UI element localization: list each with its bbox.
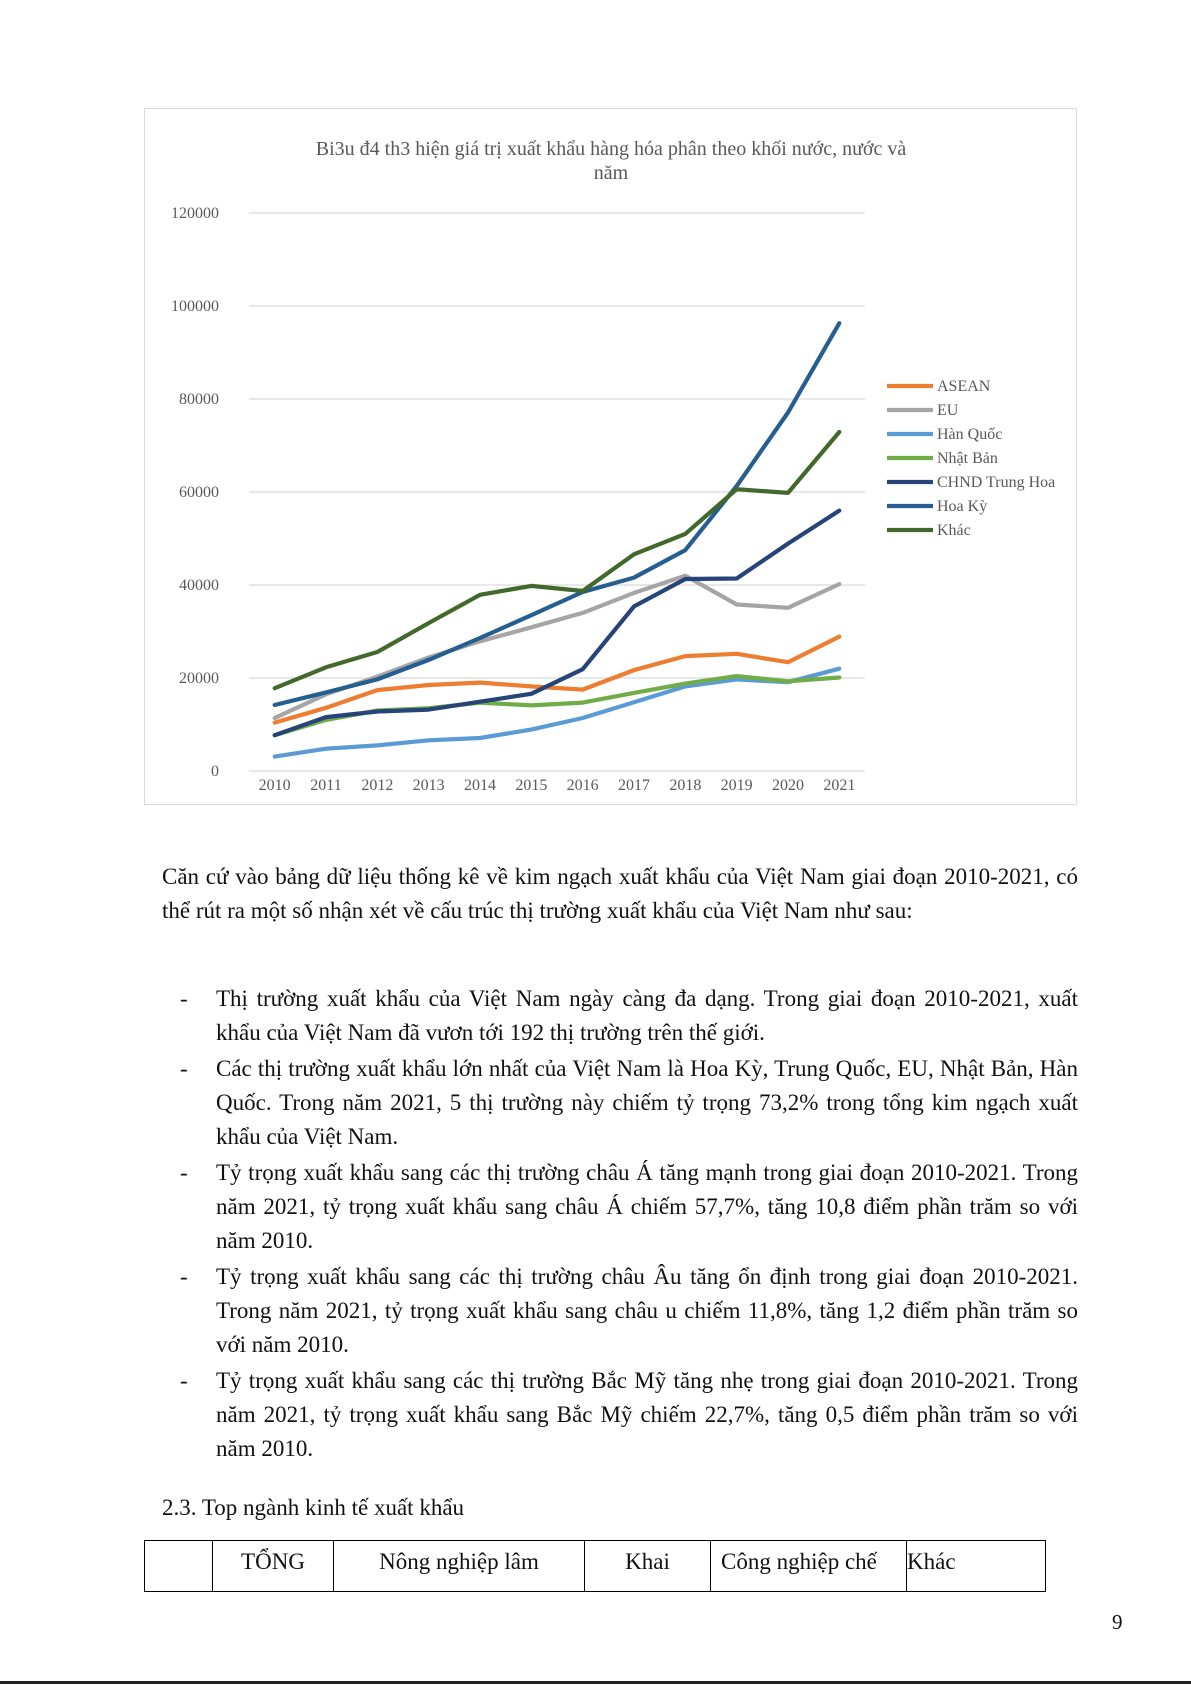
x-tick-label: 2016 (566, 777, 599, 794)
x-tick-label: 2017 (618, 777, 650, 794)
legend-label: EU (937, 402, 959, 419)
bullet-dash: - (180, 986, 188, 1011)
list-item-text: Thị trường xuất khẩu của Việt Nam ngày càng đa dạng. Trong giai đoạn 2010-2021, xuất khẩu của Việt Nam đã vươn tới 192 thị trường trên thế giới. (216, 986, 1078, 1045)
table-header-cell: Khai (585, 1541, 711, 1592)
bullet-dash: - (180, 1368, 188, 1393)
series-line-chnd-trung-hoa (275, 511, 840, 736)
y-tick-label: 40000 (179, 577, 219, 594)
line-chart (145, 109, 1078, 806)
chart-title-line-2: năm (593, 162, 629, 184)
series-lines (275, 323, 840, 756)
chart-container (144, 108, 1077, 805)
list-item (162, 982, 1078, 1050)
intro-paragraph: Căn cứ vào bảng dữ liệu thống kê về kim ngạch xuất khẩu của Việt Nam giai đoạn 2010-2021, có thể rút ra một số nhận xét về cấu trúc thị trường xuất khẩu của Việt Nam như sau: (162, 864, 1078, 923)
table-header-cell: Khác (907, 1541, 1046, 1592)
legend-label: Nhật Bản (937, 450, 998, 467)
table-header-cell: TỔNG (213, 1541, 334, 1592)
bullet-dash: - (180, 1160, 188, 1185)
x-tick-label: 2021 (823, 777, 856, 794)
list-item (162, 1052, 1078, 1154)
series-line-khác (275, 432, 840, 688)
bullet-dash: - (180, 1264, 188, 1289)
legend-label: Hoa Kỳ (937, 498, 988, 515)
y-tick-label: 120000 (171, 205, 219, 222)
y-tick-label: 20000 (179, 670, 219, 687)
list-item-text: Các thị trường xuất khẩu lớn nhất của Việt Nam là Hoa Kỳ, Trung Quốc, EU, Nhật Bản, Hàn Quốc. Trong năm 2021, 5 thị trường này chiếm tỷ trọng 73,2% trong tổng kim ngạch xuất khẩu của Việt Nam. (216, 1056, 1078, 1149)
legend-label: Hàn Quốc (937, 426, 1003, 443)
sector-table (144, 1540, 1046, 1592)
table-header-cell: Nông nghiệp lâm (334, 1541, 585, 1592)
y-tick-label: 60000 (179, 484, 219, 501)
page-number: 9 (1112, 1610, 1123, 1634)
x-tick-label: 2019 (720, 777, 753, 794)
table-header-cell: Công nghiệp chế (711, 1541, 907, 1592)
table-header-row (145, 1541, 1046, 1592)
series-line-hoa-kỳ (275, 323, 840, 705)
chart-title-line-1: Bi3u đ4 th3 hiện giá trị xuất khẩu hàng hóa phân theo khối nước, nước và (315, 138, 907, 160)
table-header-cell (145, 1541, 213, 1592)
page-bottom-rule (0, 1681, 1191, 1684)
y-tick-label: 0 (211, 763, 219, 780)
legend-label: ASEAN (937, 378, 991, 395)
y-axis-ticks (171, 205, 219, 780)
legend (887, 378, 1055, 539)
legend-label: Khác (937, 522, 971, 539)
section-heading: 2.3. Top ngành kinh tế xuất khẩu (162, 1495, 465, 1520)
x-tick-label: 2015 (515, 777, 548, 794)
x-tick-label: 2018 (669, 777, 702, 794)
x-tick-label: 2010 (258, 777, 291, 794)
list-item (162, 1364, 1078, 1466)
y-tick-label: 80000 (179, 391, 219, 408)
list-item (162, 1260, 1078, 1362)
x-axis-ticks (259, 777, 856, 794)
x-tick-label: 2014 (464, 777, 496, 794)
x-tick-label: 2020 (772, 777, 804, 794)
observation-list (162, 982, 1078, 1468)
y-tick-label: 100000 (171, 298, 219, 315)
legend-label: CHND Trung Hoa (937, 474, 1056, 491)
x-tick-label: 2012 (361, 777, 394, 794)
bullet-dash: - (180, 1056, 188, 1081)
list-item-text: Tỷ trọng xuất khẩu sang các thị trường châu Âu tăng ổn định trong giai đoạn 2010-2021. Trong năm 2021, tỷ trọng xuất khẩu sang châu u chiếm 11,8%, tăng 1,2 điểm phần trăm so với năm 2010. (216, 1264, 1078, 1357)
list-item (162, 1156, 1078, 1258)
list-item-text: Tỷ trọng xuất khẩu sang các thị trường châu Á tăng mạnh trong giai đoạn 2010-2021. Trong năm 2021, tỷ trọng xuất khẩu sang châu Á chiếm 57,7%, tăng 10,8 điểm phần trăm so với năm 2010. (216, 1160, 1078, 1253)
x-tick-label: 2011 (310, 777, 342, 794)
list-item-text: Tỷ trọng xuất khẩu sang các thị trường Bắc Mỹ tăng nhẹ trong giai đoạn 2010-2021. Trong năm 2021, tỷ trọng xuất khẩu sang Bắc Mỹ chiếm 22,7%, tăng 0,5 điểm phần trăm so với năm 2010. (216, 1368, 1078, 1461)
x-tick-label: 2013 (412, 777, 445, 794)
